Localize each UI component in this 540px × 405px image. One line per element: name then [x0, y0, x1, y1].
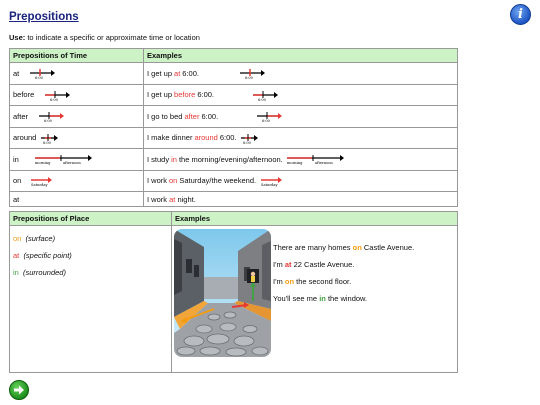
table-row: [10, 84, 458, 106]
svg-text:Saturday: Saturday: [261, 182, 278, 187]
timeline-before-icon: [44, 89, 70, 101]
example-text: I go to bed: [147, 111, 183, 121]
timeline-period-icon: [286, 153, 344, 165]
list-item: [13, 230, 168, 247]
info-icon[interactable]: i: [510, 4, 531, 25]
highlight-word: before: [174, 90, 196, 100]
place-table-header: [10, 212, 458, 226]
list-item: You'll see me in the window.: [273, 294, 368, 303]
highlight-word: in: [171, 154, 177, 164]
highlight-word: at: [169, 194, 176, 204]
place-prep: in: [13, 268, 19, 277]
place-table-body: [10, 226, 458, 373]
example-text: I study: [147, 154, 170, 164]
prep-label: in: [13, 154, 19, 164]
svg-text:6:00: 6:00: [43, 140, 52, 144]
svg-text:morning: morning: [34, 161, 51, 166]
place-header-prep: Prepositions of Place: [10, 212, 172, 226]
time-prepositions-table: [9, 48, 458, 207]
highlight-word: at: [174, 68, 181, 78]
timeline-day-icon: [30, 175, 52, 187]
svg-text:6:00: 6:00: [44, 119, 52, 123]
place-prep: at: [13, 251, 20, 260]
list-item: I'm at 22 Castle Avenue.: [273, 260, 355, 269]
use-label: Use:: [9, 33, 26, 42]
table-row: [10, 106, 458, 128]
place-prep: on: [13, 234, 22, 243]
example-text: Saturday/the weekend.: [179, 176, 257, 186]
timeline-label: 6:00: [35, 76, 44, 80]
highlight-word: on: [169, 176, 178, 186]
list-item: [13, 247, 168, 264]
svg-text:6:00: 6:00: [244, 76, 253, 80]
svg-text:6:00: 6:00: [50, 97, 59, 101]
example-text: night.: [175, 194, 196, 204]
prep-label: around: [13, 133, 37, 143]
table-row: [10, 170, 458, 192]
place-examples: [273, 239, 414, 307]
time-table-header: [10, 49, 458, 63]
time-header-examples: Examples: [144, 49, 458, 63]
place-prepositions-table: [9, 211, 458, 373]
time-header-prep: Prepositions of Time: [10, 49, 144, 63]
timeline-after-icon: [256, 110, 282, 122]
place-desc: (specific point): [23, 251, 72, 260]
table-row: [10, 149, 458, 171]
example-text: I make dinner: [147, 133, 193, 143]
example-text: I get up: [147, 68, 173, 78]
place-desc: (surrounded): [23, 268, 66, 277]
timeline-around-icon: [240, 132, 258, 144]
prep-label: before: [13, 90, 35, 100]
use-text: to indicate a specific or approximate time or location: [25, 33, 200, 42]
highlight-word: around: [194, 133, 218, 143]
timeline-after-icon: [38, 110, 64, 122]
example-text: I get up: [147, 90, 173, 100]
example-text: 6:00.: [182, 68, 199, 78]
svg-text:Saturday: Saturday: [31, 182, 48, 187]
timeline-day-icon: [260, 175, 282, 187]
highlight-word: in: [319, 294, 326, 303]
table-row: [10, 63, 458, 85]
highlight-word: on: [284, 277, 295, 286]
highlight-word: on: [352, 243, 362, 252]
prep-label: after: [13, 111, 29, 121]
example-text: 6:00.: [201, 111, 219, 121]
prep-label: at: [13, 194, 20, 204]
svg-text:afternoon: afternoon: [62, 161, 81, 166]
prep-label: at: [13, 68, 20, 78]
highlight-word: after: [184, 111, 200, 121]
page-title: Prepositions: [9, 11, 79, 23]
example-text: I work: [147, 176, 168, 186]
example-text: 6:00.: [197, 90, 214, 100]
timeline-around-icon: [40, 132, 58, 144]
svg-text:6:00: 6:00: [242, 140, 251, 144]
example-text: 6:00.: [219, 133, 237, 143]
svg-text:morning: morning: [286, 161, 303, 166]
street-illustration: [174, 229, 271, 357]
timeline-period-icon: [34, 153, 92, 165]
table-row: [10, 192, 458, 207]
list-item: I'm on the second floor.: [273, 277, 352, 286]
list-item: [13, 264, 168, 281]
example-text: the morning/evening/afternoon.: [178, 154, 283, 164]
next-arrow-icon[interactable]: [9, 380, 29, 400]
example-text: I work: [147, 194, 170, 204]
svg-text:afternoon: afternoon: [314, 161, 333, 166]
use-line: [9, 33, 200, 42]
timeline-before-icon: [252, 89, 278, 101]
table-row: [10, 127, 458, 149]
svg-text:6:00: 6:00: [258, 97, 266, 101]
list-item: There are many homes on Castle Avenue.: [273, 243, 415, 252]
place-header-examples: Examples: [172, 212, 458, 226]
highlight-word: at: [284, 260, 292, 269]
prep-label: on: [13, 176, 22, 186]
timeline-point-icon: [29, 67, 55, 79]
place-desc: (surface): [25, 234, 56, 243]
timeline-point-icon: [239, 67, 265, 79]
svg-text:6:00: 6:00: [262, 119, 271, 123]
